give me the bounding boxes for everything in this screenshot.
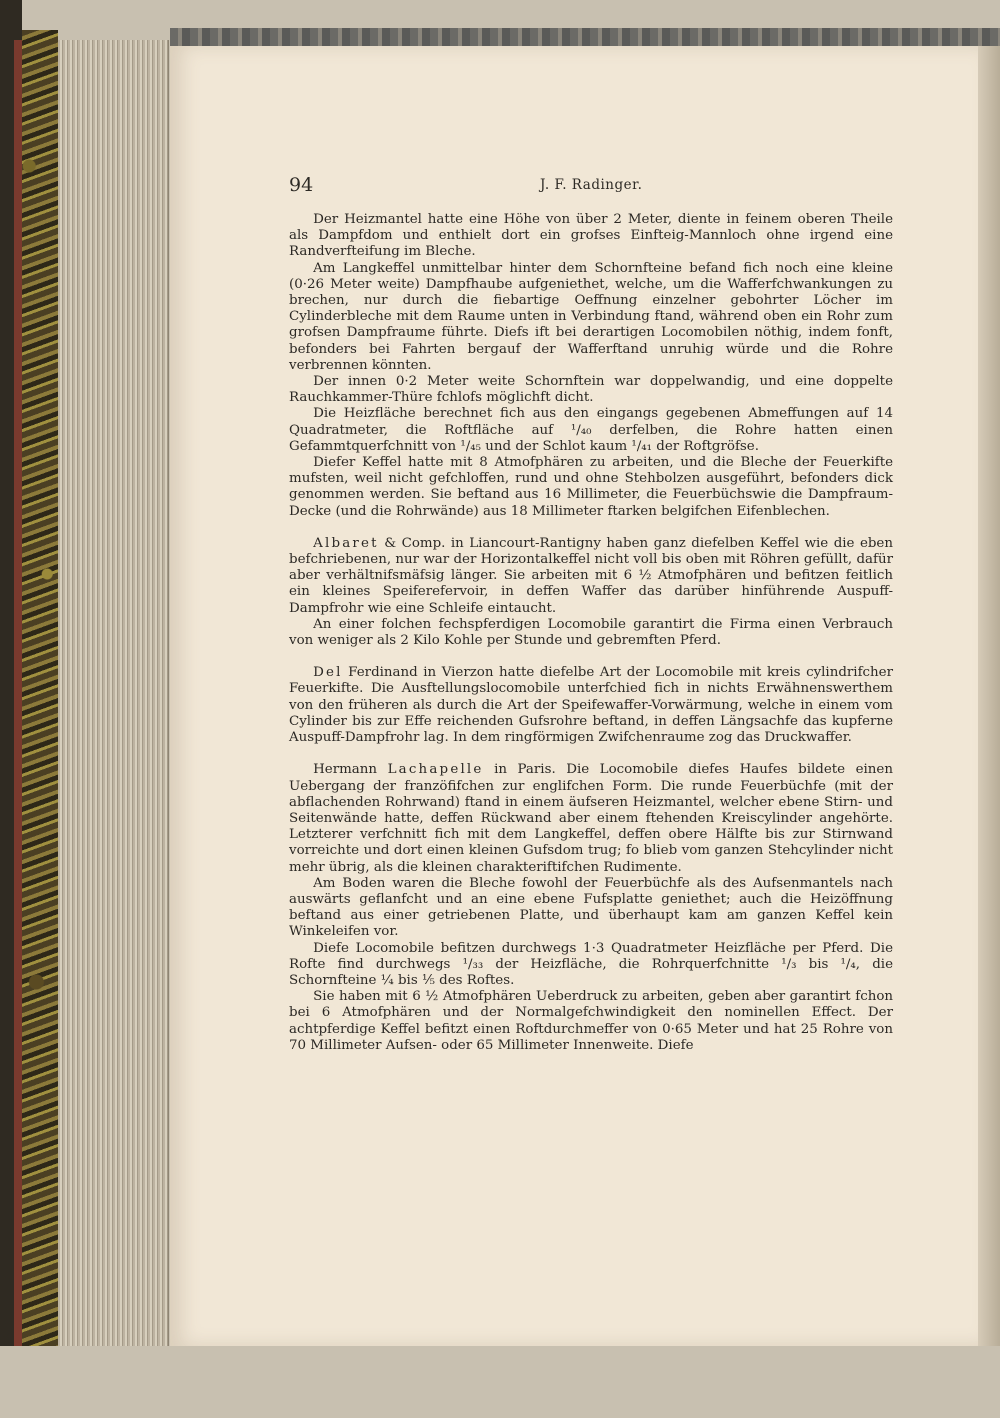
page-number: 94 bbox=[289, 174, 314, 196]
firm-name: Del bbox=[313, 665, 343, 681]
firm-name: Lachapelle bbox=[387, 762, 484, 778]
paragraph: Diefe Locomobile befitzen durchwegs 1·3 Quadratmeter Heizfläche per Pferd. Die Rofte find durchwegs ¹/₃₃ der Heizfläche, die Rohrquerfchnitte ¹/₃ bis ¹/₄, die Schornfteine ¼ bis ⅕ des Roftes. bbox=[289, 940, 893, 988]
paragraph: Die Heizfläche berechnet fich aus den eingangs gegebenen Abmeffungen auf 14 Quadratmeter, die Roftfläche auf ¹/₄₀ derfelben, die Rohre hatten einen Gefammtquerfchnitt von ¹/₄₅ und der Schlot kaum ¹/₄₁ der Roftgröfse. bbox=[289, 406, 893, 454]
page-stack-edge bbox=[58, 40, 169, 1350]
paragraph: Hermann Lachapelle in Paris. Die Locomobile diefes Haufes bildete einen Uebergang der franzöfifchen zur englifchen Form. Die runde Feuerbüchfe (mit der abflachenden Rohrwand) ftand in einem äufseren Heizmantel, welcher ebene Stirn- und Seitenwände hatte, deffen Rückwand aber einem ftehenden Kreiscylinder angehörte. Letzterer verfchnitt fich mit dem Langkeffel, deffen obere Hälfte bis zur Stirnwand vorreichte und dort einen kleinen Gufsdom trug; fo blieb vom ganzen Stehcylinder nicht mehr übrig, als die kleinen charakteriftifchen Rudimente. bbox=[289, 762, 893, 875]
page-body bbox=[289, 212, 893, 1054]
next-page-edge bbox=[978, 46, 1000, 1346]
paragraph: Albaret & Comp. in Liancourt-Rantigny haben ganz diefelben Keffel wie die eben befchriebenen, nur war der Horizontalkeffel nicht voll bis oben mit Röhren gefüllt, dafür aber verhältnifsmäfsig länger. Sie arbeiten mit 6 ½ Atmofphären und befitzen feitlich ein kleines Speiferefervoir, in deffen Waffer das darüber hinführende Auspuff-Dampfrohr wie eine Schleife eintaucht. bbox=[289, 535, 893, 616]
paragraph: Sie haben mit 6 ½ Atmofphären Ueberdruck zu arbeiten, geben aber garantirt fchon bei 6 Atmofphären und der Normalgefchwindigkeit den nominellen Effect. Der achtpferdige Keffel befitzt einen Roftdurchmeffer von 0·65 Meter und hat 25 Rohre von 70 Millimeter Aufsen- oder 65 Millimeter Innenweite. Diefe bbox=[289, 989, 893, 1053]
paragraph: Der innen 0·2 Meter weite Schornftein war doppelwandig, und eine doppelte Rauchkammer-Thüre fchlofs möglichft dicht. bbox=[289, 374, 893, 406]
paragraph: Am Langkeffel unmittelbar hinter dem Schornfteine befand fich noch eine kleine (0·26 Meter weite) Dampfhaube aufgeniethet, welche, um die Wafferfchwankungen zu brechen, nur durch die fiebartige Oeffnung einzelner gebohrter Löcher im Cylinderbleche mit dem Raume unten in Verbindung ftand, während oben ein Rohr zum grofsen Dampfraume führte. Diefs ift bei derartigen Locomobilen nöthig, indem fonft, befonders bei Fahrten bergauf der Wafferftand unruhig würde und die Rohre verbrennen könnten. bbox=[289, 260, 893, 373]
background bbox=[0, 1346, 1000, 1418]
running-head: J. F. Radinger. bbox=[540, 177, 643, 193]
paragraph: Am Boden waren die Bleche fowohl der Feuerbüchfe als des Aufsenmantels nach auswärts geflanfcht und an eine ebene Fufsplatte geniethet; auch die Heizöffnung beftand aus einer getriebenen Platte, und überhaupt kam am ganzen Keffel kein Winkeleifen vor. bbox=[289, 875, 893, 940]
paragraph: An einer folchen fechspferdigen Locomobile garantirt die Firma einen Verbrauch von weniger als 2 Kilo Kohle per Stunde und gebremften Pferd. bbox=[289, 616, 893, 649]
firm-name: Albaret bbox=[313, 535, 379, 551]
paragraph: Del Ferdinand in Vierzon hatte diefelbe Art der Locomobile mit kreis cylindrifcher Feuerkifte. Die Ausftellungslocomobile unterfchied fich in nichts Erwähnenswerthem von den früheren als durch die Art der Speifewaffer-Vorwärmung, welche in einem vom Cylinder bis zur Effe reichenden Gufsrohre beftand, in deffen Längsachfe das kupferne Auspuff-Dampfrohr lag. In dem ringförmigen Zwifchenraume zog das Druckwaffer. bbox=[289, 665, 893, 746]
paragraph: Der Heizmantel hatte eine Höhe von über 2 Meter, diente in feinem oberen Theile als Dampfdom und enthielt dort ein grofses Einfteig-Mannloch ohne irgend eine Randverfteifung im Bleche. bbox=[289, 212, 893, 260]
marbled-endpaper bbox=[22, 30, 58, 1390]
paragraph: Diefer Keffel hatte mit 8 Atmofphären zu arbeiten, und die Bleche der Feuerkifte mufsten, weil nicht gefchloffen, rund und ohne Stehbolzen ausgeführt, befonders dick genommen werden. Sie beftand aus 16 Millimeter, die Feuerbüchswie die Dampfraum-Decke (und die Rohrwände) aus 18 Millimeter ftarken belgifchen Eifenblechen. bbox=[289, 455, 893, 519]
